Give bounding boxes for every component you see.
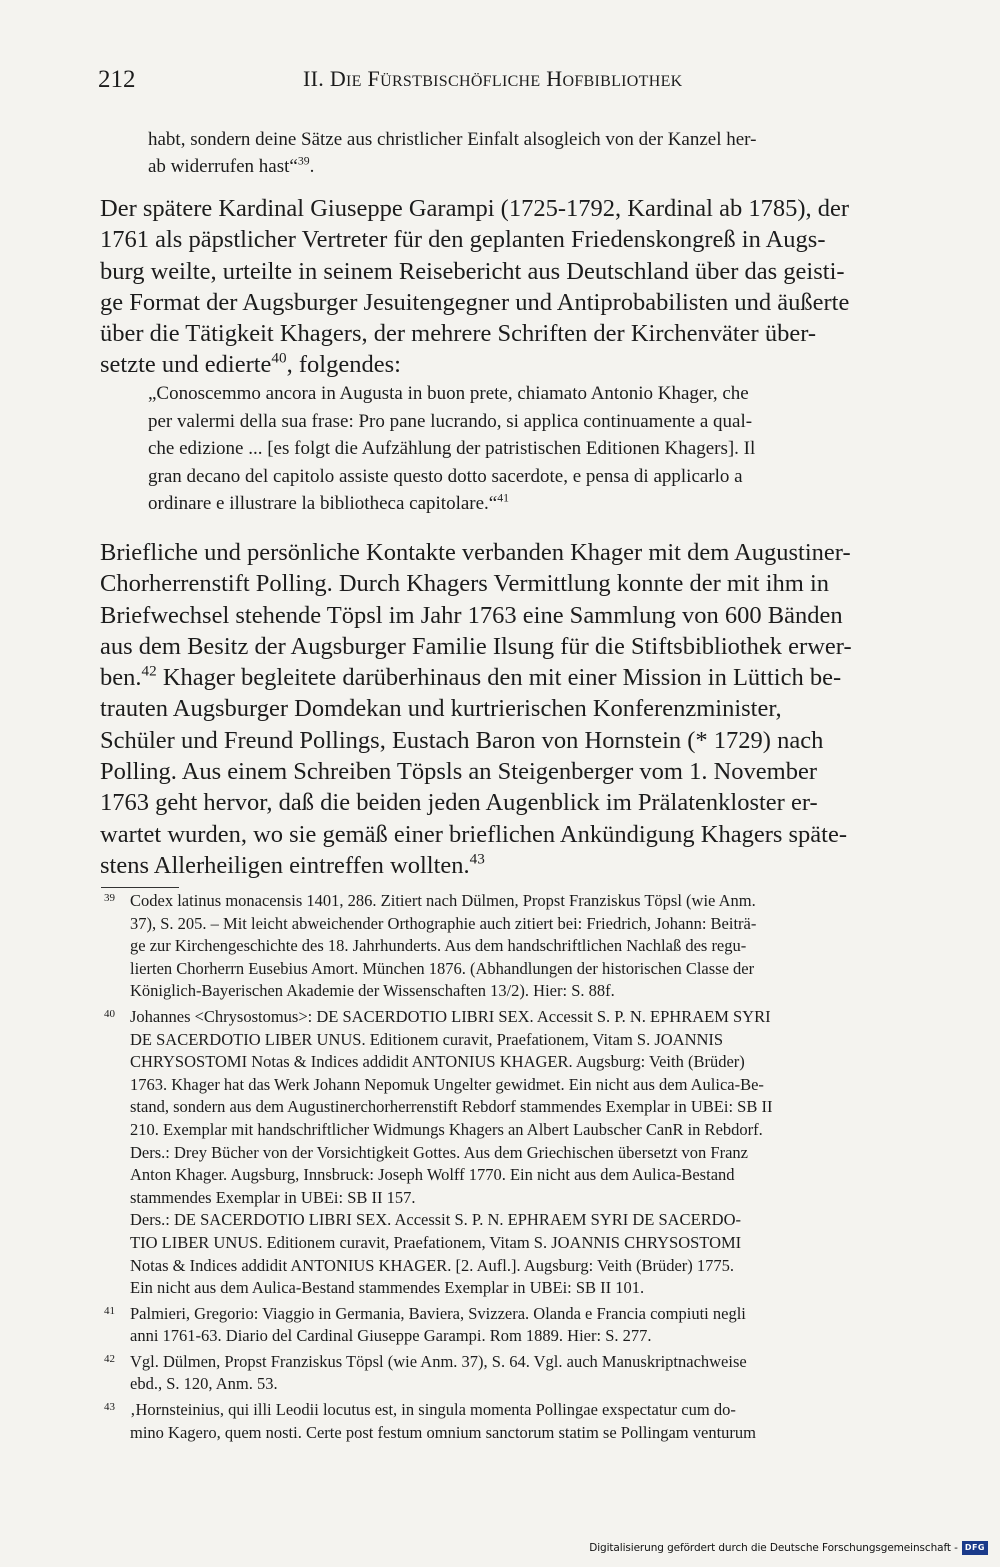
footnote-41 <box>104 1303 919 1348</box>
body-paragraph-polling <box>100 537 920 881</box>
footnote-ref: 43 <box>469 850 485 868</box>
footnote-line: anni 1761-63. Diario del Cardinal Giuseppe Garampi. Rom 1889. Hier: S. 277. <box>130 1326 652 1346</box>
footnote-line: Ders.: DE SACERDOTIO LIBRI SEX. Accessit S. P. N. EPHRAEM SYRI DE SACERDO- <box>130 1210 741 1230</box>
body-line: aus dem Besitz der Augsburger Familie Ilsung für die Stiftsbibliothek erwer- <box>100 632 852 660</box>
footnote-line: Vgl. Dülmen, Propst Franziskus Töpsl (wie Anm. 37), S. 64. Vgl. auch Manuskriptnachweise <box>130 1351 747 1371</box>
footnotes <box>104 890 919 1444</box>
body-line: setzte und edierte <box>100 351 272 379</box>
body-line: Der spätere Kardinal Giuseppe Garampi (1725-1792, Kardinal ab 1785), der <box>100 195 850 222</box>
body-line: Briefliche und persönliche Kontakte verbanden Khager mit dem Augustiner- <box>100 539 851 566</box>
body-line-end: , folgendes: <box>286 351 401 379</box>
running-head-mid1: F <box>361 66 381 91</box>
body-line: ben. <box>100 664 142 692</box>
quote-line: habt, sondern deine Sätze aus christlicher Einfalt alsogleich von der Kanzel her- <box>148 129 757 150</box>
footnote-line: 37), S. 205. – Mit leicht abweichender Orthographie auch zitiert bei: Friedrich, Johann: Beiträ- <box>130 913 757 933</box>
footnote-number: 39 <box>104 892 115 904</box>
footnote-ref: 40 <box>271 350 287 368</box>
footnote-number: 42 <box>104 1352 115 1365</box>
digitization-footer <box>589 1540 988 1556</box>
footnote-line: Königlich-Bayerischen Akademie der Wissenschaften 13/2). Hier: S. 88f. <box>130 981 615 1001</box>
page-number: 212 <box>98 66 136 93</box>
body-line: 1763 geht hervor, daß die beiden jeden Augenblick im Prälatenkloster er- <box>100 789 818 817</box>
body-line: 1761 als päpstlicher Vertreter für den geplanten Friedenskongreß in Augs- <box>100 226 826 254</box>
body-line: Khager begleitete darüberhinaus den mit einer Mission in Lüttich be- <box>156 664 842 692</box>
footnote-number: 43 <box>104 1401 115 1414</box>
quote-line: che edizione ... [es folgt die Aufzählung der patristischen Editionen Khagers]. Il <box>148 438 756 459</box>
footnote-line: ebd., S. 120, Anm. 53. <box>130 1374 278 1394</box>
body-line: stens Allerheiligen eintreffen wollten. <box>100 851 470 879</box>
footnote-39 <box>104 890 919 1003</box>
running-head-mid2: H <box>540 66 563 91</box>
quote-end: . <box>309 156 315 177</box>
quote-line: per valermi della sua frase: Pro pane lucrando, si applica continuamente a qual- <box>148 410 753 432</box>
quote-line: ordinare e illustrare la bibliotheca capitolare.“ <box>148 493 498 514</box>
quote-line: ab widerrufen hast“ <box>148 156 298 177</box>
footnote-line: 1763. Khager hat das Werk Johann Nepomuk Ungelter gewidmet. Ein nicht aus dem Aulica-Be- <box>130 1074 764 1094</box>
footnote-line: DE SACERDOTIO LIBER UNUS. Editionem curavit, Praefationem, Vitam S. JOANNIS <box>130 1029 724 1049</box>
body-line: Chorherrenstift Polling. Durch Khagers Vermittlung konnte der mit ihm in <box>100 570 829 598</box>
dfg-logo-icon: DFG <box>962 1541 988 1555</box>
footnote-line: Codex latinus monacensis 1401, 286. Zitiert nach Dülmen, Propst Franziskus Töpsl (wie Anm. <box>130 891 756 910</box>
footnote-line: stand, sondern aus dem Augustinerchorherrenstift Rebdorf stammendes Exemplar in UBEi: SB II <box>130 1097 773 1117</box>
body-line: trauten Augsburger Domdekan und kurtrierischen Konferenzminister, <box>100 695 782 723</box>
footnote-40 <box>104 1006 919 1300</box>
running-head-prefix: II. D <box>303 66 347 91</box>
block-quote-italian <box>148 380 918 518</box>
footnote-line: Ders.: Drey Bücher von der Vorsichtigkeit Gottes. Aus dem Griechischen übersetzt von Franz <box>130 1142 748 1162</box>
body-line: Schüler und Freund Pollings, Eustach Baron von Hornstein (* 1729) nach <box>100 726 824 754</box>
footnote-number: 41 <box>104 1304 115 1317</box>
quote-line: gran decano del capitolo assiste questo dotto sacerdote, e pensa di applicarlo a <box>148 465 743 487</box>
footnote-line: Johannes <Chrysostomus>: DE SACERDOTIO LIBRI SEX. Accessit S. P. N. EPHRAEM SYRI <box>130 1006 771 1026</box>
body-line: burg weilte, urteilte in seinem Reisebericht aus Deutschland über das geisti- <box>100 257 845 285</box>
body-paragraph-garampi <box>100 193 920 381</box>
footnote-42 <box>104 1351 919 1396</box>
footnote-ref: 42 <box>141 662 157 680</box>
footnote-line: lierten Chorherrn Eusebius Amort. München 1876. (Abhandlungen der historischen Classe der <box>130 958 755 978</box>
footnote-line: Notas & Indices addidit ANTONIUS KHAGER. [2. Aufl.]. Augsburg: Veith (Brüder) 1775. <box>130 1255 735 1275</box>
footnote-line: 210. Exemplar mit handschriftlicher Widmungs Khagers an Albert Laubscher CanR in Rebdorf. <box>130 1119 763 1139</box>
body-line: über die Tätigkeit Khagers, der mehrere Schriften der Kirchenväter über- <box>100 320 817 348</box>
running-head-sc2: ÜRSTBISCHÖFLICHE <box>380 73 541 90</box>
footnote-line: ge zur Kirchengeschichte des 18. Jahrhunderts. Aus dem handschriftlichen Nachlaß des regu- <box>130 936 747 956</box>
quote-line: „Conoscemmo ancora in Augusta in buon prete, chiamato Antonio Khager, che <box>148 383 749 404</box>
footnote-43 <box>104 1399 919 1444</box>
footnote-ref: 41 <box>497 491 509 505</box>
running-head <box>303 66 683 92</box>
footnote-line: ‚Hornsteinius, qui illi Leodii locutus est, in singula momenta Pollingae exspectatur cum do- <box>130 1400 736 1420</box>
body-line: Polling. Aus einem Schreiben Töpsls an Steigenberger vom 1. November <box>100 758 817 786</box>
footnote-line: CHRYSOSTOMI Notas & Indices addidit ANTONIUS KHAGER. Augsburg: Veith (Brüder) <box>130 1052 745 1072</box>
footnote-ref: 39 <box>297 154 310 168</box>
footnote-line: Ein nicht aus dem Aulica-Bestand stammendes Exemplar in UBEi: SB II 101. <box>130 1278 645 1298</box>
body-line: Briefwechsel stehende Töpsl im Jahr 1763 eine Sammlung von 600 Bänden <box>100 601 843 629</box>
footnote-line: mino Kagero, quem nosti. Certe post festum omnium sanctorum statim se Pollingam venturum <box>130 1422 757 1442</box>
page-header <box>98 66 918 100</box>
footnote-line: Anton Khager. Augsburg, Innsbruck: Joseph Wolff 1770. Ein nicht aus dem Aulica-Bestand <box>130 1165 735 1185</box>
footnote-divider <box>101 887 179 888</box>
footnote-line: Palmieri, Gregorio: Viaggio in Germania, Baviera, Svizzera. Olanda e Francia compiuti negli <box>130 1303 746 1323</box>
footnote-number: 40 <box>104 1007 115 1020</box>
footnote-line: stammendes Exemplar in UBEi: SB II 157. <box>130 1187 416 1207</box>
running-head-sc1: IE <box>346 73 362 90</box>
body-line: wartet wurden, wo sie gemäß einer brieflichen Ankündigung Khagers späte- <box>100 820 848 848</box>
footnote-line: TIO LIBER UNUS. Editionem curavit, Praefationem, Vitam S. JOANNIS CHRYSOSTOMI <box>130 1232 742 1252</box>
funding-note: Digitalisierung gefördert durch die Deutsche Forschungsgemeinschaft - <box>589 1542 958 1554</box>
block-quote-continuation <box>148 126 918 180</box>
running-head-sc3: OFBIBLIOTHEK <box>562 73 683 90</box>
body-line: ge Format der Augsburger Jesuitengegner und Antiprobabilisten und äußerte <box>100 288 850 316</box>
